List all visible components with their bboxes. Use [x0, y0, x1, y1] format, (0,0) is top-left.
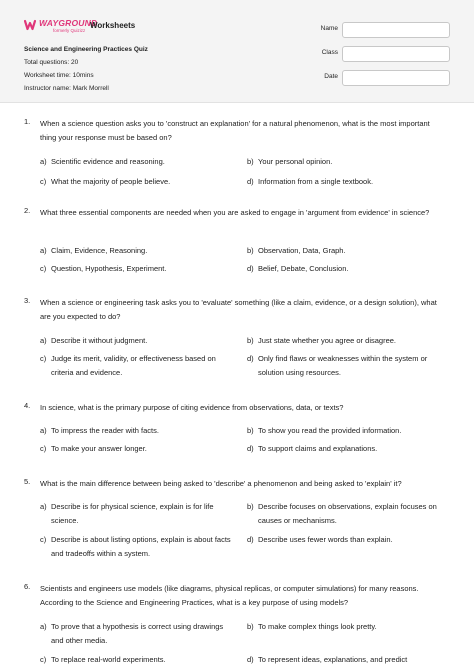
option-text: Just state whether you agree or disagree. — [258, 336, 396, 345]
option-letter: d) — [247, 655, 254, 664]
class-field-row — [300, 46, 450, 62]
date-input[interactable] — [342, 70, 450, 86]
option-text: Observation, Data, Graph. — [258, 246, 346, 255]
question-text: What is the main difference between being asked to 'describe' a phenomenon and being asked to 'explain' it? — [40, 479, 402, 488]
option-letter: d) — [247, 177, 254, 186]
worksheets-label: Worksheets — [90, 21, 136, 30]
question-text: When a science or engineering task asks you to 'evaluate' something (like a claim, evidence, or a design solution), what are you expected to do? — [40, 298, 437, 321]
option-text: Describe focuses on observations, explain focuses on causes or mechanisms. — [258, 502, 437, 525]
option-text: To show you read the provided information. — [258, 426, 402, 435]
brand-name: WAYGROUND — [39, 18, 98, 28]
option-text: To make complex things look pretty. — [258, 622, 377, 631]
option-letter: a) — [40, 622, 47, 631]
option-text: To prove that a hypothesis is correct using drawings and other media. — [51, 622, 224, 645]
worksheet-header — [0, 0, 474, 103]
question-number: 1. — [24, 117, 31, 126]
quiz-info — [24, 43, 148, 95]
class-label: Class — [321, 49, 338, 56]
option-letter: c) — [40, 177, 47, 186]
option-text: Describe is for physical science, explain is for life science. — [51, 502, 214, 525]
option-letter: a) — [40, 246, 47, 255]
name-input[interactable] — [342, 22, 450, 38]
option-letter: d) — [247, 264, 254, 273]
option-letter: b) — [247, 336, 254, 345]
option-letter: d) — [247, 354, 254, 363]
question-text: In science, what is the primary purpose of citing evidence from observations, data, or texts? — [40, 403, 344, 412]
option-text: Describe is about listing options, explain is about facts and tradeoffs within a system. — [51, 535, 231, 558]
option-text: To represent ideas, explanations, and predict — [258, 655, 408, 664]
option-letter: c) — [40, 354, 47, 363]
option-letter: c) — [40, 444, 47, 453]
option-text: Belief, Debate, Conclusion. — [258, 264, 349, 273]
instructor-name: Instructor name: Mark Morrell — [24, 85, 109, 92]
question-text: Scientists and engineers use models (like diagrams, physical replicas, or computer simulations) for many reasons. According to the Science and Engineering Practices, what is a key purpose of using models? — [40, 584, 419, 607]
option-text: Claim, Evidence, Reasoning. — [51, 246, 148, 255]
option-text: Only find flaws or weaknesses within the system or solution using resources. — [258, 354, 428, 377]
option-text: To impress the reader with facts. — [51, 426, 159, 435]
option-text: Your personal opinion. — [258, 157, 333, 166]
option-text: Judge its merit, validity, or effectiveness based on criteria and evidence. — [51, 354, 216, 377]
question-number: 6. — [24, 582, 31, 591]
option-text: To make your answer longer. — [51, 444, 147, 453]
option-letter: a) — [40, 502, 47, 511]
wayground-logo — [24, 18, 97, 34]
option-letter: b) — [247, 426, 254, 435]
option-letter: c) — [40, 264, 47, 273]
option-text: Question, Hypothesis, Experiment. — [51, 264, 167, 273]
option-letter: b) — [247, 157, 254, 166]
option-text: Describe it without judgment. — [51, 336, 148, 345]
option-text: Describe uses fewer words than explain. — [258, 535, 393, 544]
question-number: 3. — [24, 296, 31, 305]
option-text: What the majority of people believe. — [51, 177, 171, 186]
option-text: Scientific evidence and reasoning. — [51, 157, 165, 166]
question-text: When a science question asks you to 'construct an explanation' for a natural phenomenon, what is the most important thing your response must be based on? — [40, 119, 430, 142]
date-field-row — [300, 70, 450, 86]
date-label: Date — [324, 73, 338, 80]
wayground-logo-icon — [24, 19, 36, 31]
question-number: 5. — [24, 477, 31, 486]
class-input[interactable] — [342, 46, 450, 62]
option-text: Information from a single textbook. — [258, 177, 374, 186]
question-number: 4. — [24, 401, 31, 410]
option-letter: b) — [247, 502, 254, 511]
option-letter: c) — [40, 535, 47, 544]
option-letter: a) — [40, 336, 47, 345]
option-text: To support claims and explanations. — [258, 444, 378, 453]
total-questions: Total questions: 20 — [24, 59, 79, 66]
option-letter: d) — [247, 444, 254, 453]
brand-subtitle: formerly Quizizz — [53, 28, 86, 33]
option-letter: d) — [247, 535, 254, 544]
option-text: To replace real-world experiments. — [51, 655, 166, 664]
option-letter: a) — [40, 157, 47, 166]
worksheet-time: Worksheet time: 10mins — [24, 72, 94, 79]
option-letter: b) — [247, 622, 254, 631]
question-text: What three essential components are needed when you are asked to engage in 'argument from evidence' in science? — [40, 208, 430, 217]
quiz-title: Science and Engineering Practices Quiz — [24, 46, 148, 53]
name-label: Name — [320, 25, 338, 32]
option-letter: b) — [247, 246, 254, 255]
option-letter: a) — [40, 426, 47, 435]
name-field-row — [300, 22, 450, 38]
option-letter: c) — [40, 655, 47, 664]
question-number: 2. — [24, 206, 31, 215]
